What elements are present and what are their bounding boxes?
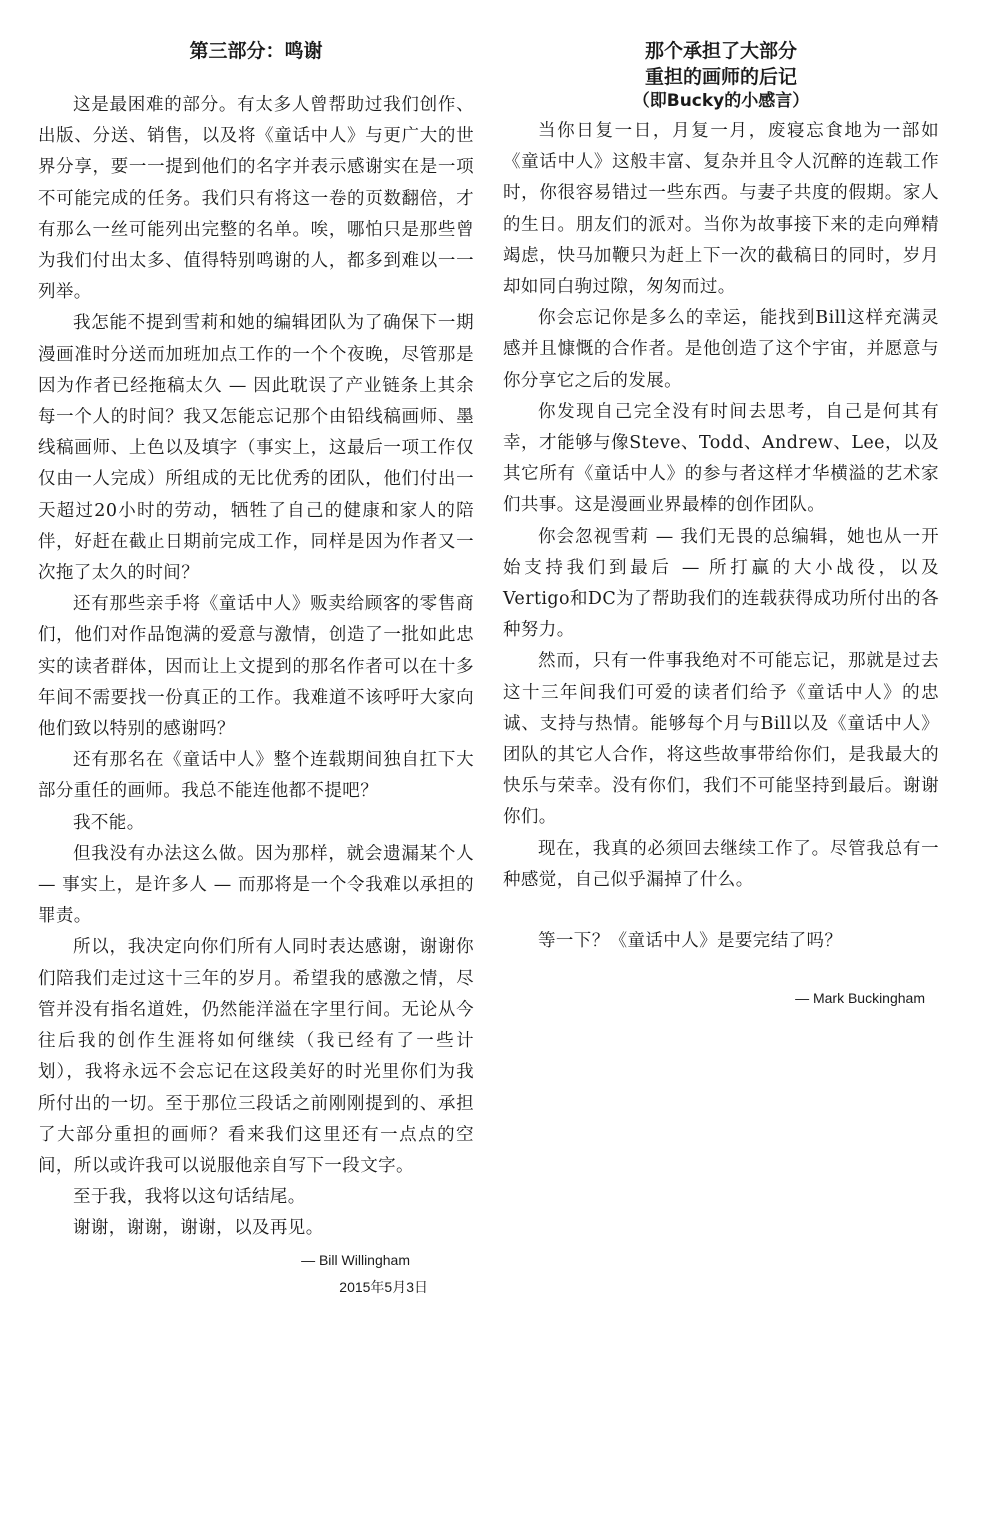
left-paragraph-6: 但我没有办法这么做。因为那样，就会遗漏某个人 — 事实上，是许多人 — 而那将是一个令我难以承担的罪责。 (38, 843, 474, 927)
right-closing-question: 等一下？《童话中人》是要完结了吗？ (538, 931, 843, 952)
afterword-title-line2: 重担的画师的后记 (644, 66, 797, 88)
left-paragraph-5: 我不能。 (73, 812, 145, 833)
left-paragraph-9: 谢谢，谢谢，谢谢，以及再见。 (73, 1218, 324, 1239)
right-signature: — Mark Buckingham (795, 990, 925, 1007)
left-paragraph-4: 还有那名在《童话中人》整个连载期间独自扛下大部分重任的画师。我总不能连他都不提吧？ (38, 750, 474, 802)
left-paragraph-3: 还有那些亲手将《童话中人》贩卖给顾客的零售商们，他们对作品饱满的爱意与激情，创造了一批如此忠实的读者群体，因而让上文提到的那名作者可以在十多年间不需要找一份真正的工作。我难道不该呼吁大家向他们致以特别的感谢吗？ (38, 594, 474, 740)
right-paragraph-2: 你会忘记你是多么的幸运，能找到Bill这样充满灵感并且慷慨的合作者。是他创造了这个宇宙，并愿意与你分享它之后的发展。 (503, 308, 939, 391)
right-paragraph-1: 当你日复一日，月复一月，废寝忘食地为一部如《童话中人》这般丰富、复杂并且令人沉醉的连载工作时，你很容易错过一些东西。与妻子共度的假期。家人的生日。朋友们的派对。当你为故事接下来的走向殚精竭虑，快马加鞭只为赶上下一次的截稿日的同时，岁月却如同白驹过隙，匆匆而过。 (503, 121, 939, 298)
right-paragraph-3: 你发现自己完全没有时间去思考，自己是何其有幸，才能够与像Steve、Todd、Andrew、Lee，以及其它所有《童话中人》的参与者这样才华横溢的艺术家们共事。这是漫画业界最棒的创作团队。 (503, 401, 939, 516)
left-signature: — Bill Willingham (301, 1251, 410, 1268)
right-paragraph-5: 然而，只有一件事我绝对不可能忘记，那就是过去这十三年间我们可爱的读者们给予《童话中人》的忠诚、支持与热情。能够每个月与Bill以及《童话中人》团队的其它人合作，将这些故事带给你们，是我最大的快乐与荣幸。没有你们，我们不可能坚持到最后。谢谢你们。 (503, 651, 939, 828)
spacer (503, 896, 939, 926)
afterword-title-line1: 那个承担了大部分 (644, 40, 797, 62)
left-date: 2015年5月3日 (339, 1278, 428, 1295)
afterword-title (503, 38, 939, 112)
right-column (503, 38, 939, 1011)
acknowledgements-title: 第三部分：鸣谢 (189, 40, 323, 62)
afterword-subtitle: （即Bucky的小感言） (632, 91, 810, 111)
left-column (38, 38, 474, 1301)
left-paragraph-7: 所以，我决定向你们所有人同时表达感谢，谢谢你们陪我们走过这十三年的岁月。希望我的感激之情，尽管并没有指名道姓，仍然能洋溢在字里行间。无论从今往后我的创作生涯将如何继续（我已经有了一些计划），我将永远不会忘记在这段美好的时光里你们为我所付出的一切。至于那位三段话之前刚刚提到的、承担了大部分重担的画师？看来我们这里还有一点点的空间，所以或许我可以说服他亲自写下一段文字。 (38, 937, 474, 1176)
right-paragraph-6: 现在，我真的必须回去继续工作了。尽管我总有一种感觉，自己似乎漏掉了什么。 (503, 838, 939, 890)
left-paragraph-1: 这是最困难的部分。有太多人曾帮助过我们创作、出版、分送、销售，以及将《童话中人》与更广大的世界分享，要一一提到他们的名字并表示感谢实在是一项不可能完成的任务。我们只有将这一卷的页数翻倍，才有那么一丝可能列出完整的名单。唉，哪怕只是那些曾为我们付出太多、值得特别鸣谢的人，都多到难以一一列举。 (38, 95, 474, 303)
left-paragraph-8: 至于我，我将以这句话结尾。 (73, 1187, 306, 1208)
right-paragraph-4: 你会忽视雪莉 — 我们无畏的总编辑，她也从一开始支持我们到最后 — 所打赢的大小战役，以及Vertigo和DC为了帮助我们的连载获得成功所付出的各种努力。 (503, 526, 939, 641)
left-paragraph-2: 我怎能不提到雪莉和她的编辑团队为了确保下一期漫画准时分送而加班加点工作的一个个夜晚，尽管那是因为作者已经拖稿太久 — 因此耽误了产业链条上其余每一个人的时间？我又怎能忘记那个由铅线稿画师、墨线稿画师、上色以及填字（事实上，这最后一项工作仅仅由一人完成）所组成的无比优秀的团队，他们付出一天超过20小时的劳动，牺牲了自己的健康和家人的陪伴，好赶在截止日期前完成工作，同样是因为作者又一次拖了太久的时间？ (38, 313, 474, 584)
